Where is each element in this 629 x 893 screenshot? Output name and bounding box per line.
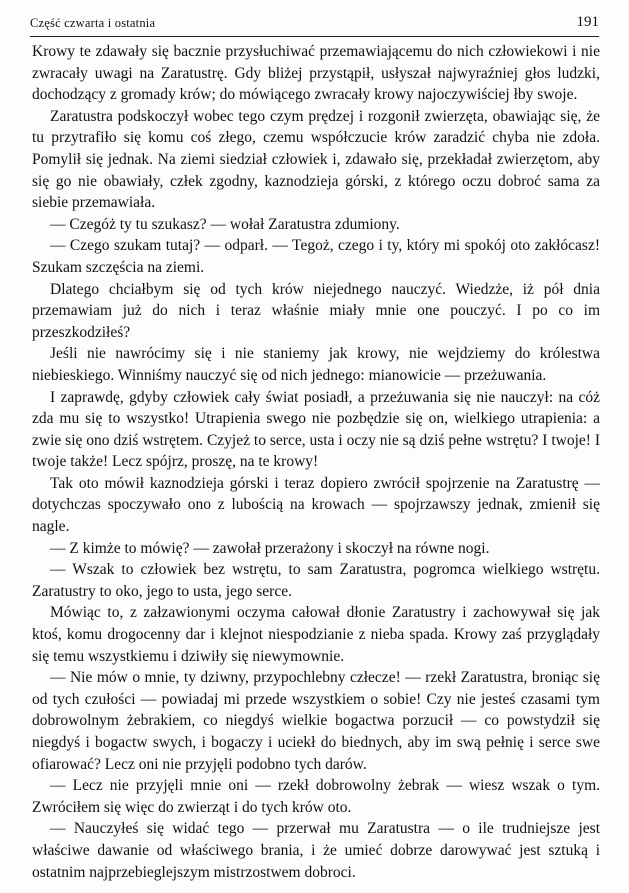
body-text <box>32 41 600 883</box>
paragraph: — Nauczyłeś się widać tego — przerwał mu Zaratustra — o ile trudniejsze jest właściwe dawanie od właściwego brania, i że umieć dobrze darowywać jest sztuką i ostatnim najprzebieglejszym mistrzostwem dobroci. <box>32 820 600 881</box>
paragraph: I zaprawdę, gdyby człowiek cały świat posiadł, a przeżuwania się nie nauczył: na cóż zda mu się to wszystko! Utrapienia swego nie pozbędzie się on, wielkiego utrapienia: a zwie się ono dziś wstrętem. Czyjeż to serce, usta i oczy nie są dziś pełne wstrętu? I twoje! I twoje także! Lecz spójrz, proszę, na te krowy! <box>32 388 600 471</box>
paragraph: — Czego szukam tutaj? — odparł. — Tegoż, czego i ty, który mi spokój oto zakłócasz! Szukam szczęścia na ziemi. <box>32 237 600 276</box>
paragraph: — Wszak to człowiek bez wstrętu, to sam Zaratustra, pogromca wielkiego wstrętu. Zaratustry to oko, jego to usta, jego serce. <box>32 561 600 600</box>
paragraph: Dlatego chciałbym się od tych krów niejednego nauczyć. Wiedzże, iż pół dnia przemawiam już do nich i teraz właśnie miały mnie one pouczyć. I po co im przeszkodziłeś? <box>32 280 600 341</box>
paragraph: Zaratustra podskoczył wobec tego czym prędzej i rozgonił zwierzęta, obawiając się, że tu przytrafiło się komu coś złego, czemu współczucie krów zaradzić chyba nie zdoła. Pomylił się jednak. Na ziemi siedział człowiek i, zdawało się, przekładał zwierzętom, aby się go nie obawiały, człek zgodny, kaznodzieja górski, z którego oczu dobroć sama za siebie przemawiała. <box>32 107 600 212</box>
paragraph: — Lecz nie przyjęli mnie oni — rzekł dobrowolny żebrak — wiesz wszak o tym. Zwróciłem się więc do zwierząt i do tych krów oto. <box>32 777 600 816</box>
paragraph: — Czegóż ty tu szukasz? — wołał Zaratustra zdumiony. <box>50 215 400 233</box>
running-title: Część czwarta i ostatnia <box>30 16 156 30</box>
paragraph: Krowy te zdawały się bacznie przysłuchiwać przemawiającemu do nich człowiekowi i nie zwracały uwagi na Zaratustrę. Gdy bliżej przystąpił, usłyszał najwyraźniej głos ludzki, dochodzący z gromady krów; do mówiącego zwracały krowy najoczywiściej łby swoje. <box>32 43 600 104</box>
paragraph: — Nie mów o mnie, ty dziwny, przypochlebny człecze! — rzekł Zaratustra, broniąc się od tych czułości — powiadaj mi przede wszystkiem o sobie! Czy nie jesteś czasami tym dobrowolnym żebrakiem, co niegdyś wielkie bogactwa porzucił — co powstydził się niegdyś i bogactw swych, i bogaczy i uciekł do biednych, aby im swą pełnię i serce swe ofiarować? Lecz oni nie przyjęli podobno tych darów. <box>32 669 600 773</box>
paragraph: Tak oto mówił kaznodzieja górski i teraz dopiero zwrócił spojrzenie na Zaratustrę — dotychczas spoczywało ono z lubością na krowach — spojrzawszy jednak, zmienił się nagle. <box>32 474 600 536</box>
paragraph: Mówiąc to, z załzawionymi oczyma całował dłonie Zaratustry i zachowywał się jak ktoś, komu drogocenny dar i klejnot niespodzianie z nieba spada. Krowy zaś przyglądały się temu wszystkiemu i dziwiły się niewymownie. <box>32 604 600 665</box>
paragraph: — Z kimże to mówię? — zawołał przerażony i skoczył na równe nogi. <box>50 539 490 557</box>
paragraph: Jeśli nie nawrócimy się i nie staniemy jak krowy, nie wejdziemy do królestwa niebieskiego. Winniśmy nauczyć się od nich jednego: mianowicie — przeżuwania. <box>32 345 600 384</box>
running-header <box>30 14 599 37</box>
page-number: 191 <box>576 14 599 30</box>
